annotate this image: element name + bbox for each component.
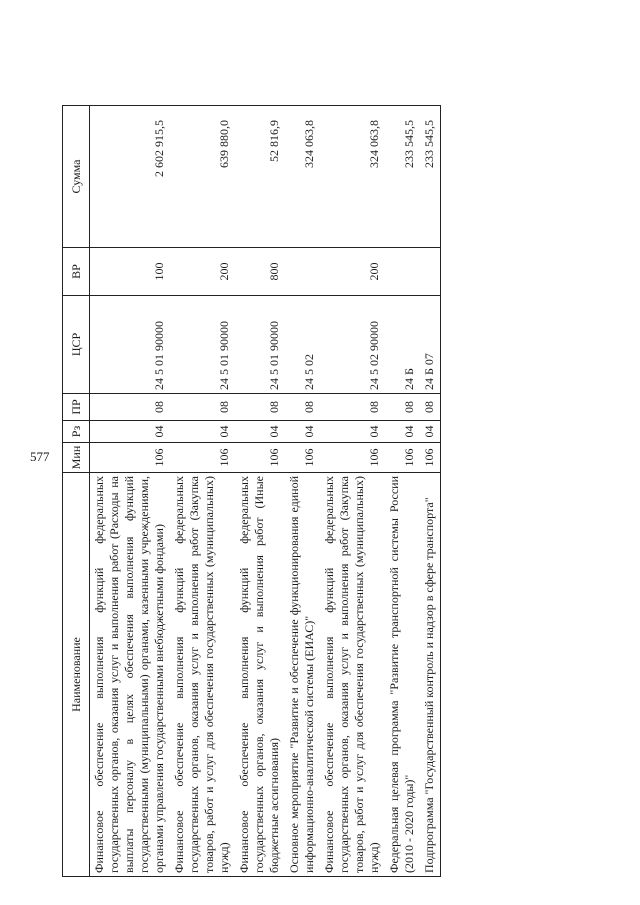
row-sum: 639 880,0 [170,106,235,248]
row-rz: 04 [235,421,285,443]
row-sum: 324 063,8 [320,106,385,248]
row-rz: 04 [320,421,385,443]
row-vr: 200 [320,248,385,296]
row-sum: 233 545,5 [420,106,441,248]
row-rz: 04 [285,421,320,443]
row-min: 106 [90,443,171,473]
row-vr: 200 [170,248,235,296]
row-pr: 08 [385,394,420,421]
row-pr: 08 [420,394,441,421]
row-csr: 24 Б 07 [420,296,441,394]
header-vr: ВР [63,248,90,296]
row-vr [420,248,441,296]
page-number: 577 [30,449,50,464]
row-csr: 24 5 02 90000 [320,296,385,394]
row-name: Финансовое обеспечение выполнения функций федеральных государственных органов, оказания услуг и выполнения работ (Закупка товаров, работ и услуг для обеспечения государственных (муниципальных) нужд) [170,473,235,877]
row-sum: 233 545,5 [385,106,420,248]
row-csr: 24 Б [385,296,420,394]
row-sum: 2 602 915,5 [90,106,171,248]
row-name: Финансовое обеспечение выполнения функций федеральных государственных органов, оказания услуг и выполнения работ (Иные бюджетные ассигнования) [235,473,285,877]
row-name: Финансовое обеспечение выполнения функций федеральных государственных органов, оказания услуг и выполнения работ (Расходы на выплаты персоналу в целях обеспечения выполнения функций государственными (муниципальными) органами, казенными учреждениями, органами управления государственными внебюджетными фондами) [90,473,171,877]
table-row [90,106,171,877]
row-pr: 08 [285,394,320,421]
row-rz: 04 [420,421,441,443]
header-rz: Рз [63,421,90,443]
table-row [385,106,420,877]
row-name: Финансовое обеспечение выполнения функций федеральных государственных органов, оказания услуг и выполнения работ (Закупка товаров, работ и услуг для обеспечения государственных (муниципальных) нужд) [320,473,385,877]
row-rz: 04 [385,421,420,443]
header-pr: ПР [63,394,90,421]
table-row [285,106,320,877]
row-name: Основное мероприятие "Развитие и обеспечение функционирования единой информационно-аналитической системы (ЕИАС)" [285,473,320,877]
row-rz: 04 [90,421,171,443]
row-rz: 04 [170,421,235,443]
budget-table [62,105,441,877]
row-pr: 08 [320,394,385,421]
row-sum: 52 816,9 [235,106,285,248]
row-pr: 08 [90,394,171,421]
header-csr: ЦСР [63,296,90,394]
row-csr: 24 5 01 90000 [235,296,285,394]
row-min: 106 [285,443,320,473]
row-csr: 24 5 01 90000 [170,296,235,394]
row-vr: 800 [235,248,285,296]
table-row [235,106,285,877]
row-name: Подпрограмма "Государственный контроль и надзор в сфере транспорта" [420,473,441,877]
row-name: Федеральная целевая программа "Развитие транспортной системы России (2010 - 2020 годы)" [385,473,420,877]
row-min: 106 [170,443,235,473]
header-name: Наименование [63,473,90,877]
row-pr: 08 [235,394,285,421]
table-row [170,106,235,877]
row-pr: 08 [170,394,235,421]
table-row [320,106,385,877]
table-header-row [63,106,90,877]
row-vr: 100 [90,248,171,296]
row-vr [285,248,320,296]
row-sum: 324 063,8 [285,106,320,248]
row-csr: 24 5 01 90000 [90,296,171,394]
row-min: 106 [235,443,285,473]
row-min: 106 [385,443,420,473]
header-sum: Сумма [63,106,90,248]
table-row [420,106,441,877]
row-min: 106 [420,443,441,473]
row-min: 106 [320,443,385,473]
header-min: Мин [63,443,90,473]
row-csr: 24 5 02 [285,296,320,394]
row-vr [385,248,420,296]
